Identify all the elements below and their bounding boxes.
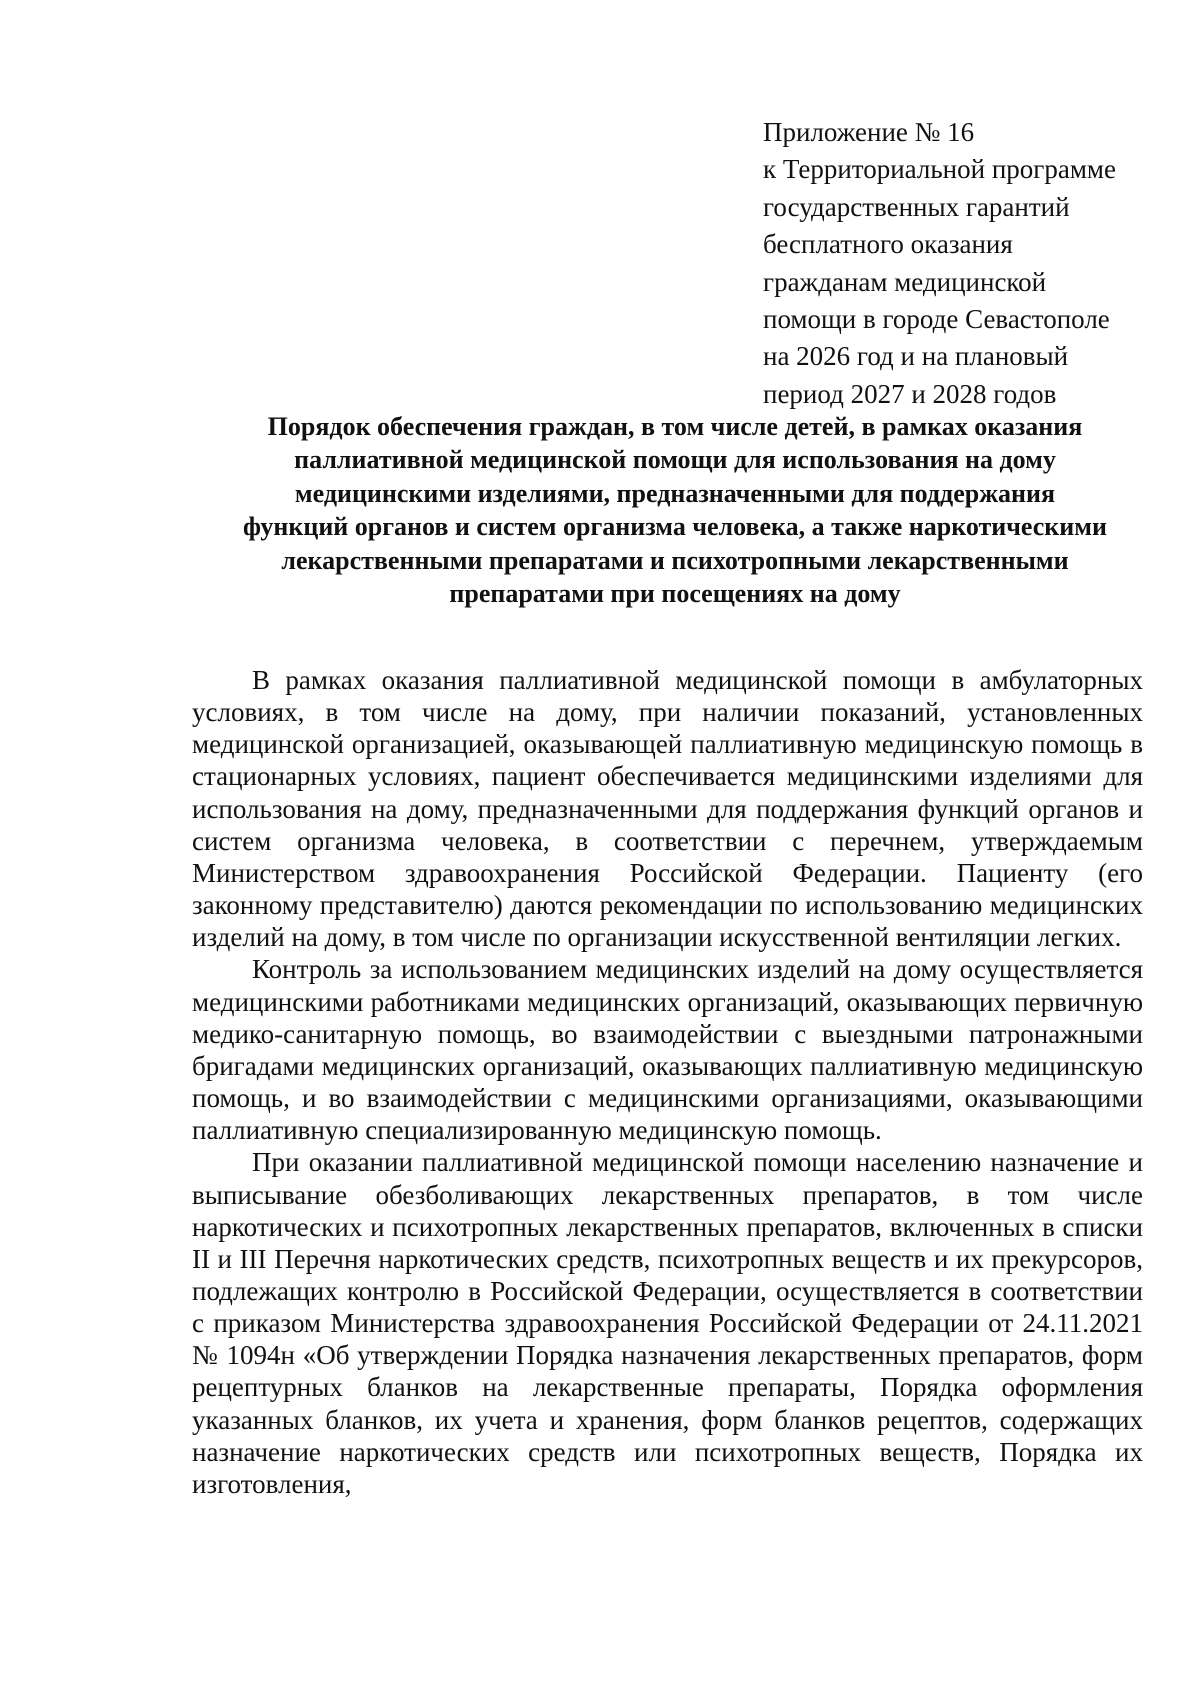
body-paragraph: При оказании паллиативной медицинской помощи населению назначение и выписывание обезболивающих лекарственных препаратов, в том числе наркотических и психотропных лекарственных препаратов, включенных в списки II и III Перечня наркотических средств, психотропных веществ и их прекурсоров, подлежащих контролю в Российской Федерации, осуществляется в соответствии с приказом Министерства здравоохранения Российской Федерации от 24.11.2021 № 1094н «Об утверждении Порядка назначения лекарственных препаратов, форм рецептурных бланков на лекарственные препараты, Порядка оформления указанных бланков, их учета и хранения, форм бланков рецептов, содержащих назначение наркотических средств или психотропных веществ, Порядка их изготовления, — [192, 1147, 1143, 1499]
appendix-line: на 2026 год и на плановый — [763, 341, 1069, 372]
appendix-line: к Территориальной программе — [763, 154, 1116, 185]
title-line: медицинскими изделиями, предназначенными для поддержания — [294, 478, 1056, 508]
appendix-line: государственных гарантий — [763, 191, 1070, 222]
appendix-line: период 2027 и 2028 годов — [763, 378, 1057, 409]
title-line: функций органов и систем организма человека, а также наркотическими — [243, 512, 1107, 542]
title-line: паллиативной медицинской помощи для использования на дому — [294, 445, 1056, 475]
appendix-line: бесплатного оказания — [763, 229, 1013, 260]
appendix-line: Приложение № 16 — [763, 117, 975, 147]
body-paragraph: Контроль за использованием медицинских изделий на дому осуществляется медицинскими работниками медицинских организаций, оказывающих первичную медико-санитарную помощь, во взаимодействии с выездными патронажными бригадами медицинских организаций, оказывающих паллиативную медицинскую помощь, и во взаимодействии с медицинскими организациями, оказывающими паллиативную специализированную медицинскую помощь. — [192, 954, 1143, 1146]
document-title — [180, 410, 1170, 610]
appendix-header — [763, 114, 1183, 413]
body-paragraph: В рамках оказания паллиативной медицинской помощи в амбулаторных условиях, в том числе на дому, при наличии показаний, установленных медицинской организацией, оказывающей паллиативную медицинскую помощь в стационарных условиях, пациент обеспечивается медицинскими изделиями для использования на дому, предназначенными для поддержания функций органов и систем организма человека, в соответствии с перечнем, утверждаемым Министерством здравоохранения Российской Федерации. Пациенту (его законному представителю) даются рекомендации по использованию медицинских изделий на дому, в том числе по организации искусственной вентиляции легких. — [192, 665, 1143, 953]
appendix-line: помощи в городе Севастополе — [763, 304, 1110, 335]
title-line: лекарственными препаратами и психотропными лекарственными — [281, 545, 1069, 575]
title-line: препаратами при посещениях на дому — [449, 579, 901, 609]
appendix-line: гражданам медицинской — [763, 266, 1047, 297]
title-line: Порядок обеспечения граждан, в том числе детей, в рамках оказания — [267, 412, 1083, 441]
document-body — [192, 664, 1143, 1500]
